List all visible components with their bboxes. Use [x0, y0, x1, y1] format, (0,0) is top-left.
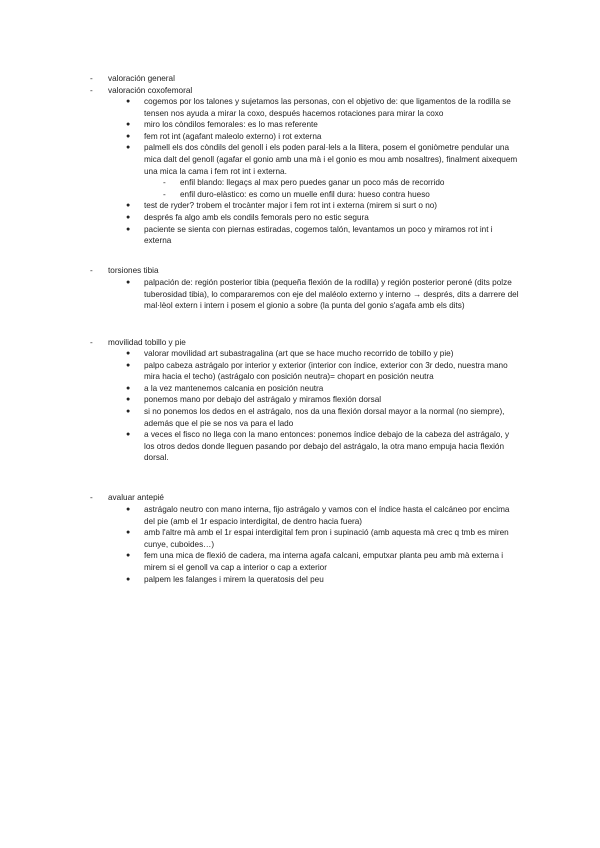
- list-item: ● a la vez mantenemos calcania en posición neutra: [126, 383, 324, 393]
- bullet-icon: ●: [126, 225, 131, 233]
- bullet-icon: ●: [126, 552, 131, 560]
- bullet-icon: ●: [126, 213, 131, 221]
- list-item: ● cogemos por los talones y sujetamos las personas, con el objetivo de: que ligamentos de la rodilla se tensen nos ayuda a mirar la coxo, después hacemos rotaciones para mirar la coxo: [126, 97, 511, 118]
- bullet-icon: ●: [126, 361, 131, 369]
- bullet-icon: ●: [126, 350, 131, 357]
- list-item: ● fem una mica de flexió de cadera, ma interna agafa calcani, emputxar planta peu amb mà externa i mirem si el genoll va cap a interior o cap a exterior: [126, 551, 504, 572]
- bullet-icon: ●: [126, 396, 131, 404]
- list-item: ● miro los còndilos femorales: es lo mas referente: [126, 120, 318, 130]
- bullet-icon: ●: [126, 279, 131, 286]
- sub-list-item: - enfil duro-elàstico: es como un muelle enfil dura: hueso contra hueso: [163, 189, 430, 199]
- bullet-icon: ●: [126, 202, 131, 210]
- dash-marker: -: [90, 74, 93, 83]
- bullet-list: [0, 504, 600, 585]
- bullet-list: [0, 277, 600, 312]
- list-item: ● paciente se sienta con piernas estiradas, cogemos talón, levantamos un poco y miramos rot int i externa: [126, 224, 493, 246]
- bullet-list: [0, 96, 600, 247]
- list-item: ● després fa algo amb els condils femorals pero no estic segura: [126, 212, 369, 222]
- list-item: ● palpo cabeza astrágalo por interior y exterior (interior con índice, exterior con 3r dedo, nuestra mano mira hacia el techo) (astrágalo con posición neutra)= chopart en posición neutra: [126, 360, 508, 382]
- bullet-list: [0, 348, 600, 464]
- dash-marker: -: [90, 266, 93, 275]
- dash-marker: -: [90, 86, 93, 95]
- list-item: ● si no ponemos los dedos en el astrágalo, nos da una flexión dorsal mayor a la normal (no siempre), además que el pie se nos va para el lado: [126, 406, 505, 428]
- dash-marker: -: [163, 189, 166, 199]
- list-item: ● astrágalo neutro con mano interna, fijo astrágalo y vamos con el índice hasta el calcáneo por encima del pie (amb el 1r espacio interdigital, de dentro hacia fuera): [126, 505, 510, 526]
- list-item: ● test de ryder? trobem el trocànter major i fem rot int i externa (mirem si surt o no): [126, 201, 438, 211]
- bullet-icon: ●: [126, 506, 131, 513]
- list-item: ● palpem les falanges i mirem la queratosis del peu: [126, 574, 324, 584]
- sub-list-item: - enfil blando: llegaçs al max pero puedes ganar un poco más de recorrido: [163, 178, 445, 188]
- list-item: ● palmell els dos còndils del genoll i els poden paral·lels a la llitera, posem el goniòmetre pendular una mica dalt del genoll (agafar el gonio amb una mà i el gonio es mou amb nosaltres), finalment aixequem una mica la cama i fem rot int i externa.: [126, 143, 518, 176]
- list-item: ● fem rot int (agafant maleolo externo) i rot externa: [126, 131, 322, 141]
- list-item: ● valorar movilidad art subastragalina (art que se hace mucho recorrido de tobillo y pie): [126, 349, 454, 358]
- list-item: ● a veces el fisco no llega con la mano entonces: ponemos índice debajo de la cabeza del astrágalo, y los otros dedos donde lleguen pasando por debajo del astrágalo, la otra mano empuja hacia flexión dorsal.: [126, 430, 510, 463]
- bullet-icon: ●: [126, 144, 131, 152]
- bullet-icon: ●: [126, 121, 131, 129]
- bullet-icon: ●: [126, 575, 131, 583]
- bullet-icon: ●: [126, 529, 131, 537]
- dash-marker: -: [90, 338, 93, 347]
- bullet-icon: ●: [126, 431, 131, 439]
- section-title: avaluar antepié: [108, 493, 164, 502]
- bullet-icon: ●: [126, 98, 131, 105]
- dash-marker: -: [163, 178, 166, 188]
- bullet-icon: ●: [126, 132, 131, 140]
- list-item: ● palpación de: región posterior tibia (pequeña flexión de la rodilla) y región posterior peroné (dits polze tuberosidad tibia), lo compararemos con eje del maléolo externo y interno → després, dits a darrere del mal·lèol extern i intern i posem el gionio a sobre (la punta del gonio s'agafa amb els dits): [126, 278, 519, 311]
- list-item: ● ponemos mano por debajo del astrágalo y miramos flexión dorsal: [126, 395, 382, 405]
- section-title: valoración coxofemoral: [108, 86, 193, 95]
- list-item: ● amb l'altre mà amb el 1r espai interdigital fem pron i supinació (amb aquesta mà crec q tmb es miren cunye, cuboides…): [126, 528, 509, 549]
- section-title: valoración general: [108, 74, 175, 83]
- section-title: torsiones tibia: [108, 266, 159, 275]
- bullet-icon: ●: [126, 384, 131, 392]
- section-title: movilidad tobillo y pie: [108, 338, 186, 347]
- bullet-icon: ●: [126, 407, 131, 415]
- dash-marker: -: [90, 493, 93, 502]
